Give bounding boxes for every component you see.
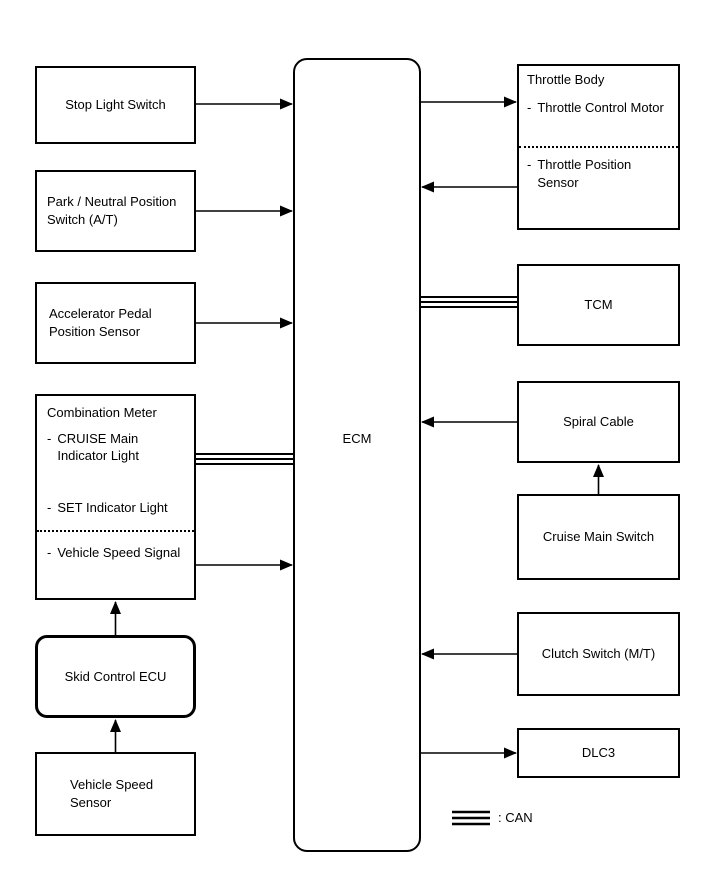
dash-bullet: -	[527, 157, 532, 173]
dotted-divider	[37, 530, 194, 532]
dash-bullet: -	[47, 545, 52, 561]
can-link-ecm-tcm	[421, 297, 517, 307]
ecm-box	[293, 58, 421, 852]
vehicle-speed-signal-item	[47, 544, 184, 562]
can-legend-label: : CAN	[498, 810, 533, 826]
throttle-position-sensor-label: Throttle Position Sensor	[537, 157, 632, 190]
clutch-switch-box	[517, 612, 680, 696]
vehicle-speed-signal-label: Vehicle Speed Signal	[57, 545, 181, 561]
dlc3-label: DLC3	[581, 745, 616, 761]
vehicle-speed-sensor-label: Vehicle Speed Sensor	[70, 777, 154, 810]
throttle-control-motor-item	[527, 99, 670, 117]
ecm-label: ECM	[342, 431, 372, 446]
skid-control-ecu-box	[35, 635, 196, 718]
spiral-cable-box	[517, 381, 680, 463]
dotted-divider	[519, 146, 678, 148]
cruise-main-switch-label: Cruise Main Switch	[542, 529, 655, 545]
throttle-position-sensor-item	[527, 156, 670, 191]
skid-control-ecu-label: Skid Control ECU	[64, 668, 167, 684]
can-link-combination-meter-ecm	[196, 454, 293, 464]
throttle-body-box	[517, 64, 680, 230]
dash-bullet: -	[47, 430, 52, 446]
dash-bullet: -	[527, 99, 532, 115]
combination-meter-box	[35, 394, 196, 600]
park-neutral-position-switch-box	[35, 170, 196, 252]
cruise-main-indicator-light-label: CRUISE Main Indicator Light	[57, 430, 140, 464]
tcm-box	[517, 264, 680, 346]
accelerator-pedal-position-sensor-box	[35, 282, 196, 364]
set-indicator-light-label: SET Indicator Light	[57, 499, 168, 515]
accelerator-pedal-position-sensor-label: Accelerator Pedal Position Sensor	[49, 306, 152, 339]
set-indicator-light-item	[47, 499, 184, 517]
cruise-main-switch-box	[517, 494, 680, 580]
tcm-label: TCM	[584, 297, 613, 313]
combination-meter-title: Combination Meter	[47, 405, 157, 420]
spiral-cable-label: Spiral Cable	[563, 414, 634, 430]
can-bus-icon	[452, 809, 490, 827]
throttle-body-title: Throttle Body	[527, 72, 605, 87]
clutch-switch-label: Clutch Switch (M/T)	[541, 646, 656, 662]
vehicle-speed-sensor-box	[35, 752, 196, 836]
throttle-control-motor-label: Throttle Control Motor	[537, 99, 664, 115]
cruise-main-indicator-light-item	[47, 430, 184, 465]
stop-light-switch-box	[35, 66, 196, 144]
dlc3-box	[517, 728, 680, 778]
dash-bullet: -	[47, 499, 52, 515]
can-legend	[452, 809, 533, 827]
stop-light-switch-label: Stop Light Switch	[65, 97, 166, 113]
park-neutral-position-switch-label: Park / Neutral Position Switch (A/T)	[47, 194, 177, 227]
